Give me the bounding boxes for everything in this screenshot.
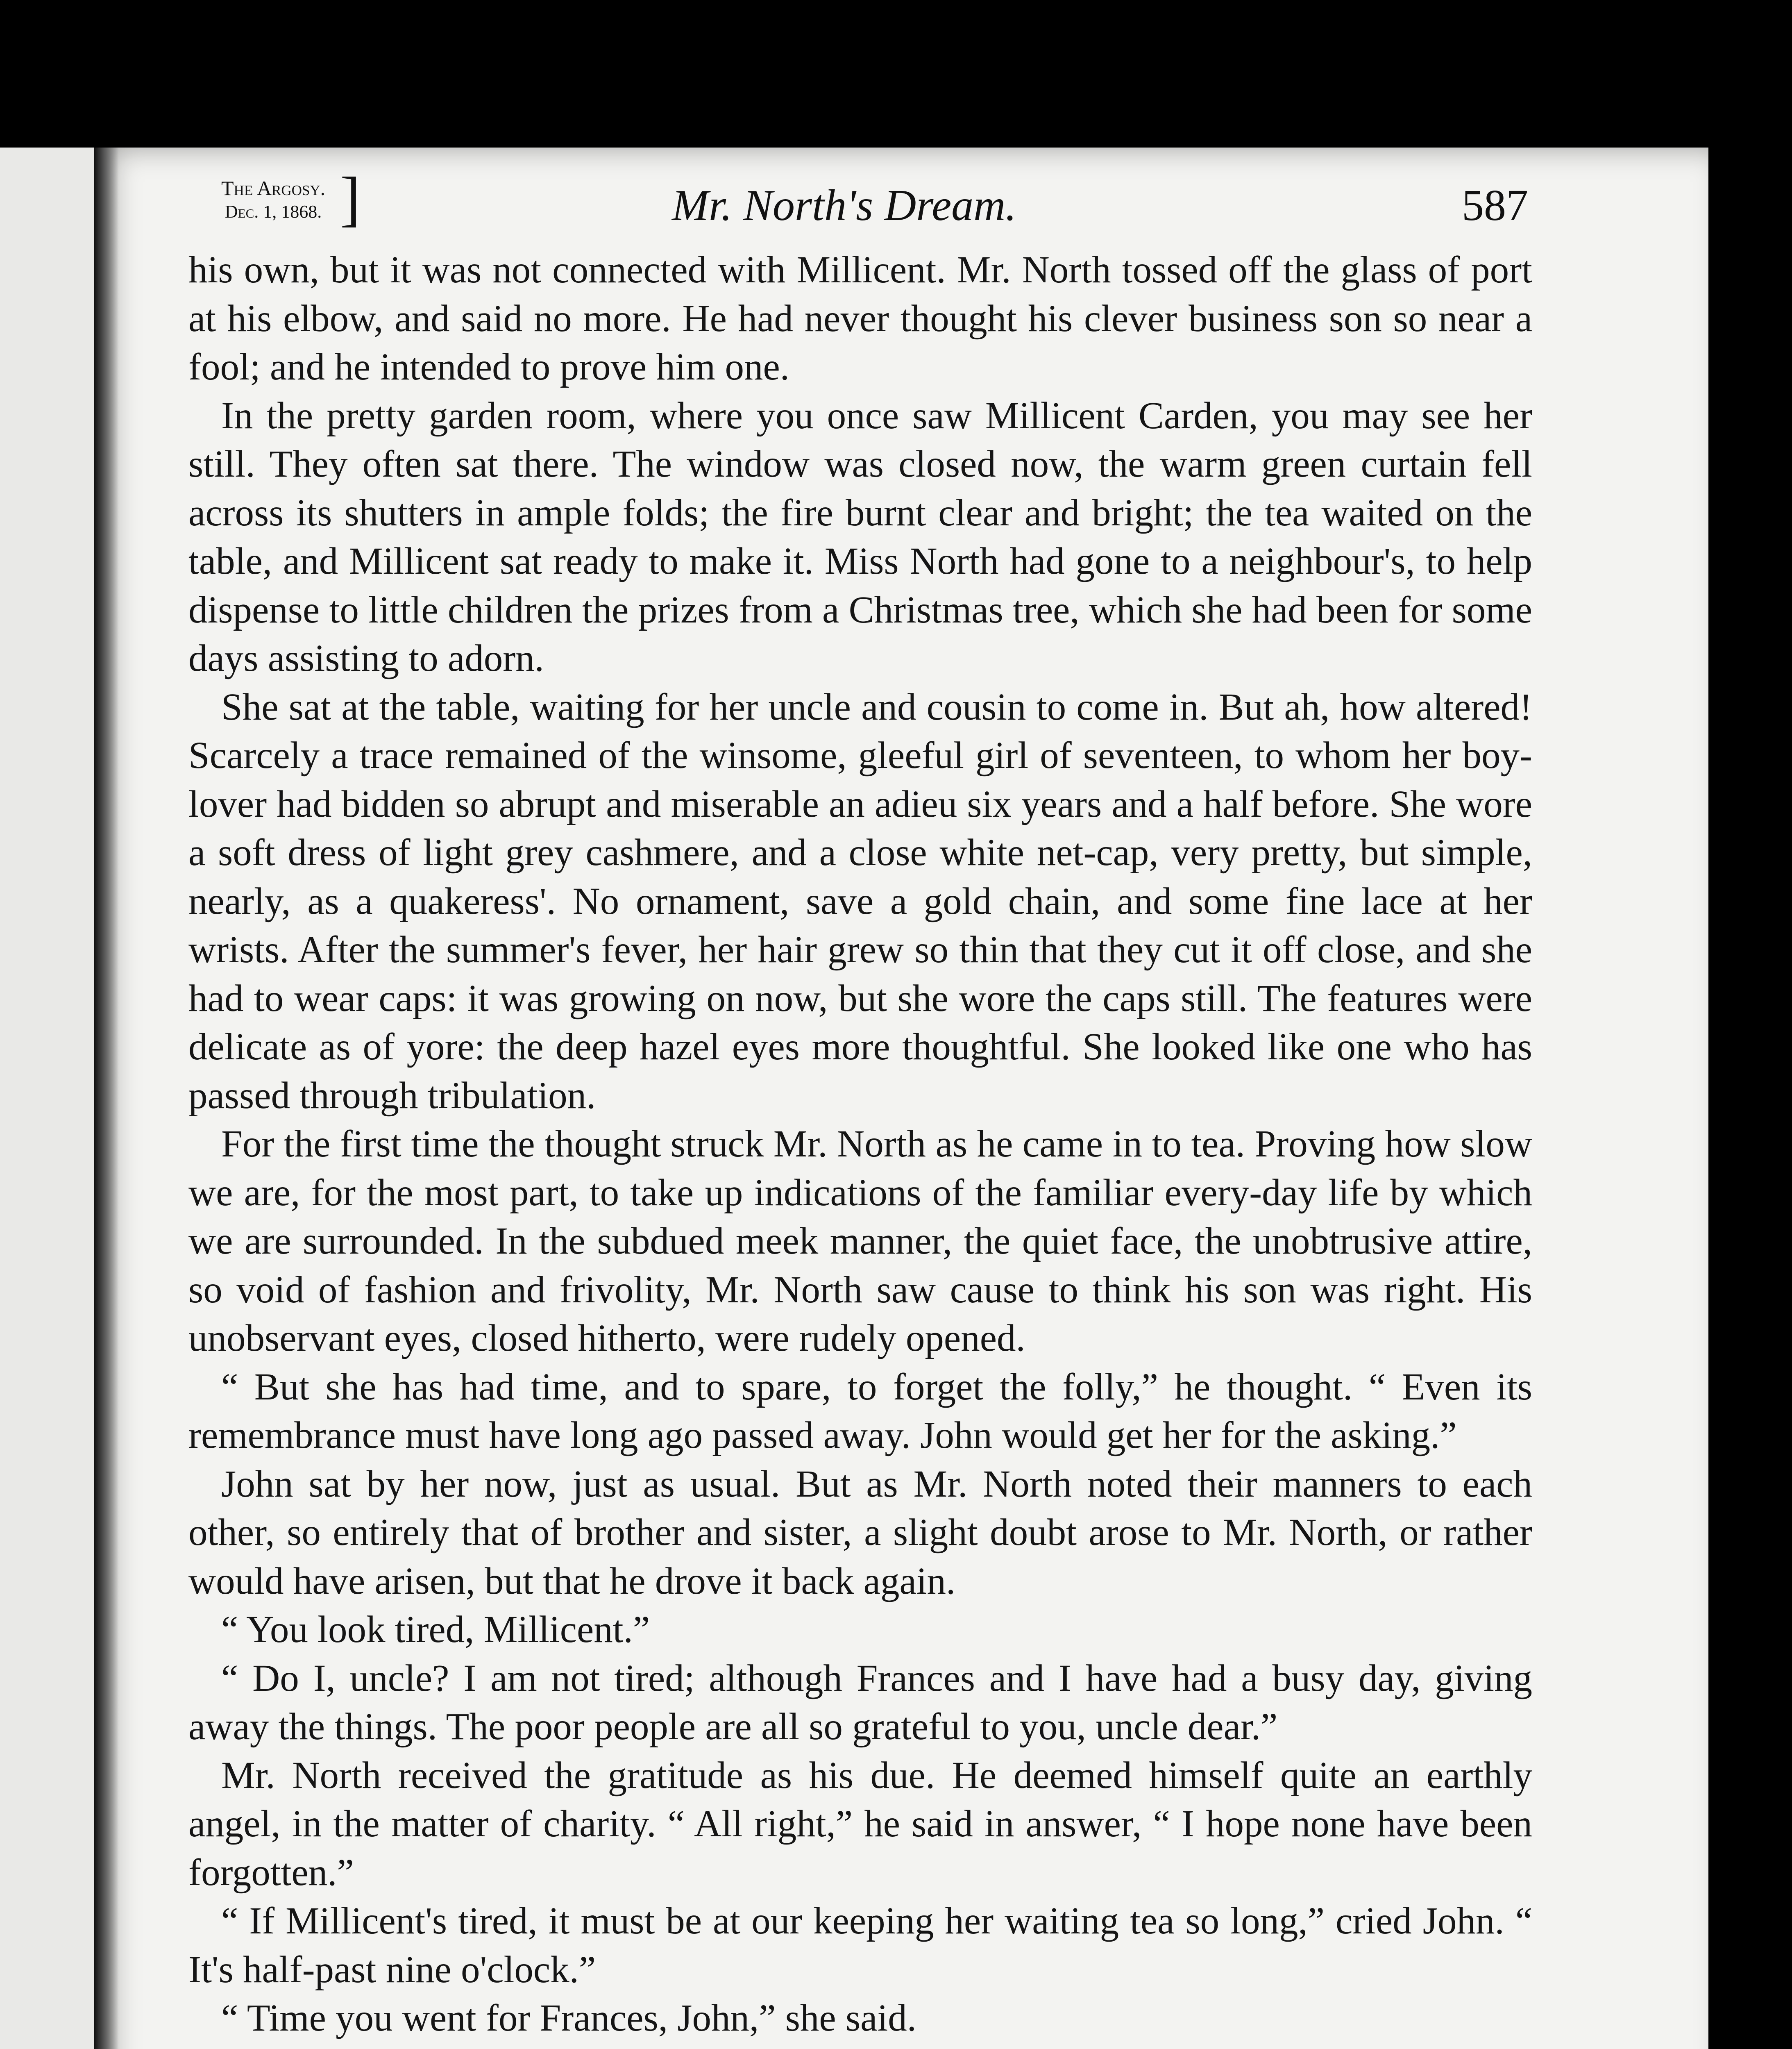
paragraph: his own, but it was not connected with Millicent. Mr. North tossed off the glass of port at his elbow, and said no more. He had never thought his clever business son so near a fool; and he intended to prove him one. [188, 249, 1532, 388]
paragraph: John sat by her now, just as usual. But as Mr. North noted their manners to each other, so entirely that of brother and sister, a slight doubt arose to Mr. North, or rather would have arisen, but that he drove it back again. [188, 1463, 1532, 1602]
bracket-mark: ] [340, 165, 361, 233]
running-head [221, 164, 1528, 246]
paragraph: “ Time you went for Frances, John,” she said. [221, 1997, 917, 2039]
paragraph: “ Do I, uncle? I am not tired; although Frances and I have had a busy day, giving away the things. The poor people are all so grateful to you, uncle dear.” [188, 1657, 1532, 1748]
paragraph: For the first time the thought struck Mr. North as he came in to tea. Proving how slow we are, for the most part, to take up indications of the familiar every-day life by which we are surrounded. In the subdued meek manner, the quiet face, the unobtrusive attire, so void of fashion and frivolity, Mr. North saw cause to think his son was right. His unobservant eyes, closed hitherto, were rudely opened. [188, 1123, 1532, 1359]
paragraph: In the pretty garden room, where you once saw Millicent Carden, you may see her still. They often sat there. The window was closed now, the warm green curtain fell across its shutters in ample folds; the fire burnt clear and bright; the tea waited on the table, and Millicent sat ready to make it. Miss North had gone to a neighbour's, to help dispense to little children the prizes from a Christmas tree, which she had been for some days assisting to adorn. [188, 394, 1532, 679]
page-number: 587 [1462, 181, 1528, 230]
paragraph: “ You look tired, Millicent.” [221, 1608, 650, 1651]
paragraph: She sat at the table, waiting for her uncle and cousin to come in. But ah, how altered! Scarcely a trace remained of the winsome, gleeful girl of seventeen, to whom her boy-lover had bidden so abrupt and miserable an adieu six years and a half before. She wore a soft dress of light grey cashmere, and a close white net-cap, very pretty, but simple, nearly, as a quakeress'. No ornament, save a gold chain, and some fine lace at her wrists. After the summer's fever, her hair grew so thin that they cut it off close, and she had to wear caps: it was growing on now, but she wore the caps still. The features were delicate as of yore: the deep hazel eyes more thoughtful. She looked like one who has passed through tribulation. [188, 686, 1532, 1117]
paragraph: “ If Millicent's tired, it must be at our keeping her waiting tea so long,” cried John. “ It's half-past nine o'clock.” [188, 1900, 1532, 1991]
gutter-shadow [94, 148, 119, 2049]
publication-date: Dec. 1, 1868. [225, 202, 322, 222]
body-text [188, 246, 1532, 2043]
publication-name: The Argosy. [221, 177, 326, 200]
running-head-source [221, 176, 325, 224]
running-title: Mr. North's Dream. [672, 181, 1017, 230]
facing-page-edge [0, 148, 97, 2049]
paragraph: “ But she has had time, and to spare, to forget the folly,” he thought. “ Even its remembrance must have long ago passed away. John would get her for the asking.” [188, 1365, 1532, 1456]
paragraph: Mr. North received the gratitude as his due. He deemed himself quite an earthly angel, in the matter of charity. “ All right,” he said in answer, “ I hope none have been forgotten.” [188, 1754, 1532, 1894]
